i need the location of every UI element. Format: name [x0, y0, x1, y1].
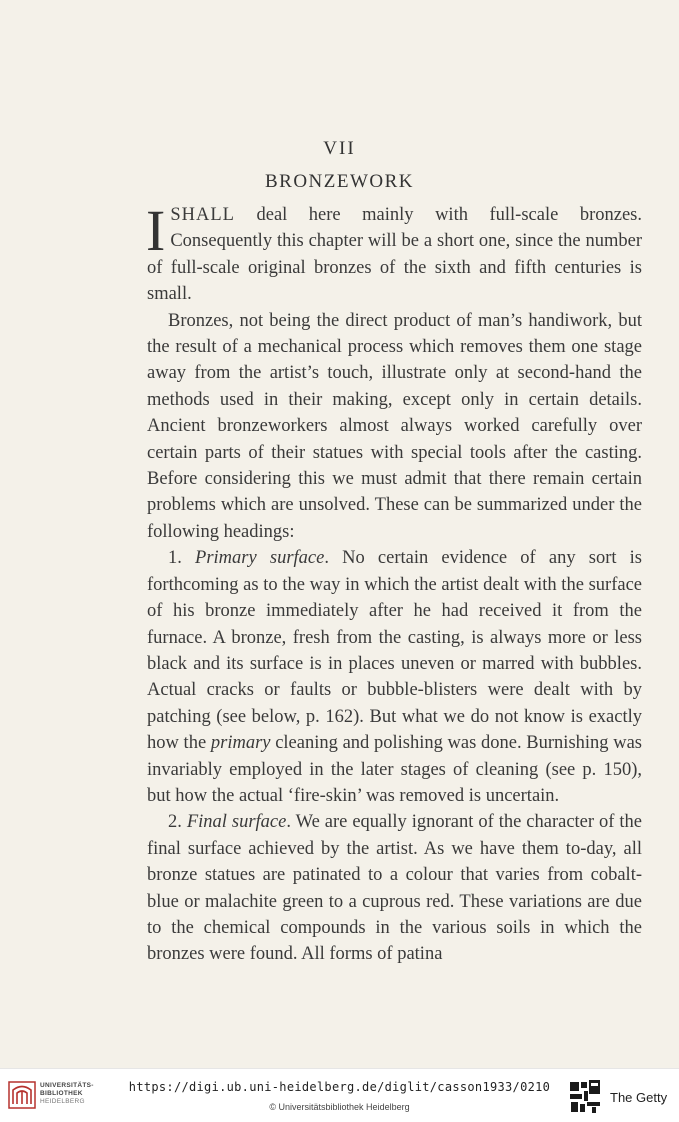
- section-heading: Primary surface: [195, 548, 325, 569]
- body-text: [146, 198, 643, 968]
- emphasis: primary: [210, 733, 271, 754]
- section-heading: Final surface: [186, 812, 287, 833]
- paragraph-3: [147, 545, 642, 809]
- paragraph-1-text: deal here mainly with full-scale bronzes. Consequently this chapter will be a short one, since the number of full-scale original bronzes of the sixth and fifth centuries is small.: [147, 205, 642, 305]
- chapter-number: VII: [323, 138, 356, 159]
- library-name: UNIVERSITÄTS- BIBLIOTHEK HEIDELBERG: [40, 1082, 94, 1105]
- partner-name[interactable]: The Getty: [610, 1090, 668, 1105]
- paragraph-1: [146, 198, 642, 308]
- paragraph-4: [147, 809, 642, 967]
- paragraph-3-text: . No certain evidence of any sort is forthcoming as to the way in which the artist dealt with the surface of his bronze immediately after he had received it from the furnace. A bronze, fresh from the casting, is always more or less black and its surface is in places uneven or marred with bubbles. Actual cracks or faults or bubble-blisters were dealt with by patching (see below, p. 162). But what we do not know is exactly how the: [147, 548, 643, 754]
- lead-word: SHALL: [170, 205, 235, 225]
- footer-bar: [0, 1068, 679, 1122]
- list-number: 2.: [168, 812, 182, 833]
- list-number: 1.: [168, 548, 182, 569]
- paragraph-4-text: . We are equally ignorant of the character of the final surface achieved by the artist. As we have them to-day, all bronze statues are patinated to a colour that varies from cobalt-blue or malachite green to a cuprous red. These variations are due to the chemical compounds in the various soils in which the bronzes were found. All forms of patina: [147, 812, 642, 965]
- getty-logo-icon[interactable]: [567, 1078, 603, 1114]
- paragraph-2: Bronzes, not being the direct product of man’s handiwork, but the result of a mechanical process which removes them one stage away from the artist’s touch, illustrate only at second-hand the methods used in their making, except only in certain details. Ancient bronzeworkers almost always worked carefully over certain parts of their statues with special tools after the casting. Before considering this we must admit that there remain certain problems which are unsolved. These can be summarized under the following headings:: [147, 310, 642, 542]
- chapter-title: BRONZEWORK: [264, 171, 415, 192]
- copyright-notice: © Universitätsbibliothek Heidelberg: [269, 1102, 410, 1112]
- permalink-url[interactable]: https://digi.ub.uni-heidelberg.de/diglit/casson1933/0210: [128, 1080, 551, 1094]
- drop-cap: I: [146, 198, 166, 263]
- paragraph-3-text-cont: cleaning and polishing was done. Burnishing was invariably employed in the later stages of cleaning (see p. 150), but how the actual ‘fire-skin’ was removed is uncertain.: [147, 733, 642, 806]
